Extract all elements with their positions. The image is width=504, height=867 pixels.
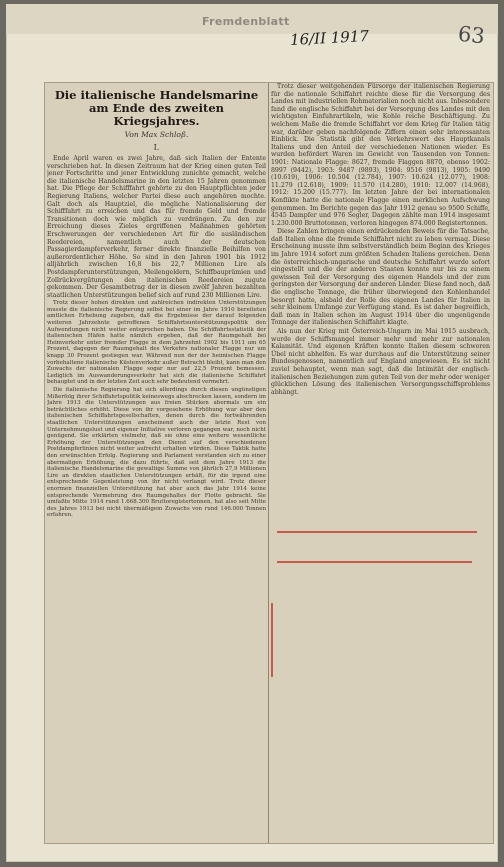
paragraph: Trotz dieser weitgehenden Fürsorge der italienischen Regierung für die nationale Schiffahrt reichte diese für die Versorgung des Landes mit industriellen Rohmaterialien noch nicht aus. Inbesondere fand die englische Schiffahrt bei der Versorgung des Landes mit den wichtigsten Einfuhrartikeln, wie Kohle reiche Beschäftigung. Zu welchem Maße die fremde Schiffahrt vor dem Krieg für Italien tätig war, darüber geben nachfolgende Ziffern einen sehr interessanten Einblick. Die Statistik gibt den Verkehrswert des Hauptkanals Italiens und den Anteil der verschiedenen Nationen wieder. Es wurden befördert Waren im Gewicht von Tausenden von Tonnen: 1901: Nationale Flagge: 8627, fremde Flaggen 8870, ebenso 1902: 8997 (9442), 1903: 9487 (9893), 1904: 9516 (9813), 1905: 9490 (10.619), 1906: 10.504 (12.784), 1907: 10.624 (12.077), 1908: 11.279 (12.618), 1909: 11.570 (14.280), 1910: 12.007 (14.968), 1912: 15.200 (15.777). Im letzten Jahre der bei internationalen Konflikte hatte die nationale Flagge einen merklichen Aufschwung genommen. Im Berichte gegen das Jahr 1912 genau so 9500 Schiffe, 4545 Dampfer und 976 Segler, Dagegen zählte man 1914 insgesamt 1.230.000 Bruttotonnen, verloren hingegen 874.000 Registertonnen. [271,83,490,227]
newspaper-stamp: Fremdenblatt [202,15,290,28]
paragraph: Als nun der Krieg mit Österreich-Ungarn im Mai 1915 ausbrach, wurde der Schiffsmangel immer mehr und mehr zur nationalen Kalamität. Und eigenen Kräften konnte Italien diesem schweren Übel nicht abhelfen. Es war durchaus auf die Unterstützung seiner Bundesgenossen, namentlich auf England angewiesen. Es ist nicht zuviel behauptet, wenn man sagt, daß die Intimität der englisch-italienischen Beziehungen zum guten Teil von der mehr oder weniger glücklichen Lösung des italienischen Versorgungsschiffsproblems abhängt. [271,328,490,396]
paragraph: Diese Zahlen bringen einen erdrückenden Beweis für die Tatsache, daß Italien ohne die fremde Schiffahrt nicht zu leben vermag. Diese Erscheinung musste ihm selbstverständlich beim Beginn des Krieges im Jahre 1914 sofort zum größten Schaden Italiens gereichen. Denn die österreichisch-ungarische und deutsche Schiffahrt wurde sofort eingestellt und die der anderen Staaten konnte nur bis zu einem gewissen Teil der Versorgung des eigenen Handels und der zum geringsten der Versorgung der anderen Länder. Diese fand noch, daß die englische Tonnage, die früher überwiegend den Kohlenhandel besorgt hatte, alsbald der Rolle des eigenen Landes für Italien in sehr kleinem Umfange zur Verfügung stand. Es ist daher begreiflich, daß man in Italien schon im August 1914 über die ungenügende Tonnage der italienischen Schiffahrt klagte. [271,228,490,327]
red-underline-marking [277,561,472,563]
paragraph: Ende April waren es zwei Jahre, daß sich Italien der Entente verschrieben hat. In diesen Zeitraum hat der Krieg einen guten Teil jener Fortschritte und jener Entwicklung zunichte gemacht, welche die italienische Handelsmarine in den letzten 15 Jahren genommen hat. Die Pflege der Schifffahrt gehörte zu den Hauptpflichten jeder Regierung Italiens, welcher Partei diese auch angehören mochte. Galt doch als Hauptziel, die mögliche Nationalisierung der Schifffahrt zu erreichen und das für fremde Geld und fremde Transitionen doch wie möglich zu verdrängen. Zu den zur Erreichung dieses Zieles ergriffenen Maßnahmen gehörten Erschwerungen der verschiedenen Art für die ausländischen Reedereien, namentlich auch der deutschen Passagierdampferverkehr, ferner direkte finanzielle Beihilfen von außerordentlicher Höhe. So sind in den Jahren 1901 bis 1912 alljährlich zwischen 16,8 bis 22,7 Millionen Lire als Postdampferunterstützungen, Meilengeldern, Schiffbauprämien und Zollrückvergütungen den italienischen Reedereien zugute gekommen. Der Gesamtbetrag der in diesen zwölf Jahren bezahlten staatlichen Unterstützungen belief sich auf rund 230 Millionen Lire. [47,155,266,299]
paragraph: Die italienische Regierung hat sich allerdings durch diesen ungünstigen Mißerfolg ihrer Schiffahrtspolitik keineswegs abschrecken lassen, sondern im Jahre 1913 die Unterstützungen aus freien Stücken abermals um ein beträchtliches erhöht. Diese von ihr vorgesehene Erhöhung war aber den italienischen Schiffahrtsgesellschaften, denen durch die fortwährenden staatlichen Unterstützungen anscheinend auch der letzte Rest von Unternehmungslust und eigener Initiative verloren gegangen war, noch nicht genügend. Sie erklärten vielmehr, daß sie ohne eine weitere wesentliche Erhöhung der Unterstützungen den Dienst auf den verschiedenen Postdampferlinien nicht weiter aufrecht erhalten würden. Diese Taktik hatte den erwünschten Erfolg. Regierung und Parlament verstanden sich zu einer abermaligen Erhöhung, die dazu führte, daß seit dem Jahre 1913 die italienische Handelsmarine die gewaltige Summe von jährlich 27,9 Millionen Lire an direkten staatlichen Unterstützungen erhält, für die irgend eine entsprechende Gegenleistung von ihr nicht verlangt wird. Trotz dieser enormen finanziellen Unterstützung hat aber auch das Jahr 1914 keine entsprechende Vermehrung des Raumgehaltes der Flotte gebracht. Sie umfaßte Mitte 1914 rund 1.668.300 Bruttoregistertonnen, hat also seit Mitte des Jahres 1913 bei nicht übermäßigem Zuwachs von rund 146.000 Tonnen erfahren. [47,387,266,519]
left-column [47,83,266,843]
newspaper-clipping [44,82,494,844]
section-number: I. [153,143,160,152]
red-underline-marking [277,531,477,533]
red-margin-marking [271,603,273,677]
handwritten-date: 16/II 1917 [289,26,370,50]
article-headline: Die italienische Handelsmarine am Ende des zweiten Kriegsjahres. [54,88,259,128]
paragraph: Trotz dieser hohen direkten und zahlreichen indirekten Unterstützungen musste die italienische Regierung selbst bei einer im Jahre 1910 bereiteten amtlichen Erhebung zugeben, daß die Ergebnisse der darauf folgenden weiteren Jahrzehnte getroffenen Schiffahrtsunterstützungspolitik den Aufwendungen nicht weiter entsprochen haben. Die Schiffahrtsstatistik der italienischen Häfen hatte nämlich ergeben, daß der Raumgehalt bei Heimverkehr unter fremder Flagge in dem Jahrzehnt 1902 bis 1911 um 65 Prozent, dagegen der Raumgehalt des Verkehrs nationaler Flagge nur um knapp 30 Prozent gestiegen war. Während nun der der heimischen Flagge vorbehaltene italienische Küstenverkehr außer Betracht bleibt, kann man den Zuwachs der nationalen Flagge sogar nur auf 22,5 Prozent bemessen. Lediglich im Auswanderungsverkehr hat sich die italienische Schiffahrt behauptet und in der letzten Zeit auch sehr bedeutend vermehrt. [47,300,266,386]
clipping-sheet [6,4,498,862]
column-divider [268,83,269,843]
handwritten-page-number: 63 [456,21,486,49]
article-byline: Von Max Schloß. [124,130,189,139]
right-column [271,83,490,843]
